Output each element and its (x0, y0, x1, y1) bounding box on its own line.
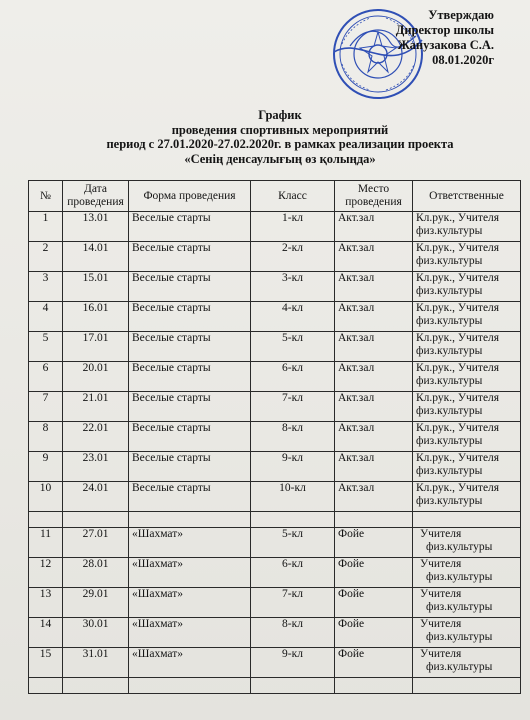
table-spacer-row (29, 512, 521, 528)
responsible-line-1: Учителя (420, 648, 462, 660)
responsible-line-1: Кл.рук., Учителя (416, 212, 500, 224)
row-date: 31.01 (63, 648, 129, 678)
row-class: 2-кл (251, 242, 335, 272)
row-place: Акт.зал (335, 392, 413, 422)
table-row (29, 648, 521, 678)
row-form: «Шахмат» (129, 648, 251, 678)
row-form: Веселые старты (129, 242, 251, 272)
row-place: Акт.зал (335, 212, 413, 242)
responsible-line-1: Кл.рук., Учителя (416, 392, 500, 404)
table-row (29, 588, 521, 618)
row-number: 15 (29, 648, 63, 678)
row-date: 23.01 (63, 452, 129, 482)
table-row (29, 482, 521, 512)
table-row (29, 272, 521, 302)
schedule-table (28, 180, 521, 694)
row-form: Веселые старты (129, 302, 251, 332)
row-responsible (413, 588, 521, 618)
responsible-line-1: Кл.рук., Учителя (416, 362, 500, 374)
table-row (29, 422, 521, 452)
row-form: «Шахмат» (129, 588, 251, 618)
row-number: 13 (29, 588, 63, 618)
row-class: 9-кл (251, 452, 335, 482)
responsible-line-2: физ.культуры (416, 375, 483, 387)
row-place: Акт.зал (335, 302, 413, 332)
row-form: Веселые старты (129, 212, 251, 242)
responsible-line-1: Учителя (420, 588, 462, 600)
row-form: «Шахмат» (129, 618, 251, 648)
row-number: 12 (29, 558, 63, 588)
responsible-line-2: физ.культуры (426, 571, 493, 583)
approval-line-date: 08.01.2020г (432, 53, 494, 67)
row-responsible (413, 362, 521, 392)
row-number: 10 (29, 482, 63, 512)
row-class: 5-кл (251, 332, 335, 362)
document-title (60, 108, 500, 166)
approval-block (304, 8, 494, 68)
responsible-line-2: физ.культуры (416, 495, 483, 507)
row-date: 24.01 (63, 482, 129, 512)
row-form: Веселые старты (129, 422, 251, 452)
row-class: 6-кл (251, 362, 335, 392)
row-responsible (413, 452, 521, 482)
row-date: 15.01 (63, 272, 129, 302)
row-responsible (413, 482, 521, 512)
rows-trailing-group (29, 678, 521, 694)
table-header-row (29, 181, 521, 212)
responsible-line-2: физ.культуры (416, 345, 483, 357)
row-place: Акт.зал (335, 452, 413, 482)
responsible-line-2: физ.культуры (426, 631, 493, 643)
row-class: 9-кл (251, 648, 335, 678)
responsible-line-1: Кл.рук., Учителя (416, 272, 500, 284)
row-class: 8-кл (251, 618, 335, 648)
responsible-line-1: Учителя (420, 558, 462, 570)
responsible-line-1: Кл.рук., Учителя (416, 302, 500, 314)
row-responsible (413, 302, 521, 332)
responsible-line-1: Учителя (420, 618, 462, 630)
row-form: Веселые старты (129, 272, 251, 302)
row-class: 5-кл (251, 528, 335, 558)
row-number: 11 (29, 528, 63, 558)
row-number: 6 (29, 362, 63, 392)
title-line-2: проведения спортивных мероприятий (171, 122, 389, 137)
row-place: Акт.зал (335, 242, 413, 272)
row-number: 8 (29, 422, 63, 452)
row-responsible (413, 558, 521, 588)
responsible-line-2: физ.культуры (416, 255, 483, 267)
row-place: Фойе (335, 558, 413, 588)
row-form: Веселые старты (129, 452, 251, 482)
row-date: 21.01 (63, 392, 129, 422)
row-place: Акт.зал (335, 332, 413, 362)
responsible-line-1: Кл.рук., Учителя (416, 422, 500, 434)
row-place: Фойе (335, 528, 413, 558)
row-form: «Шахмат» (129, 528, 251, 558)
responsible-line-2: физ.культуры (426, 541, 493, 553)
table-row (29, 362, 521, 392)
row-responsible (413, 618, 521, 648)
table-row (29, 242, 521, 272)
row-responsible (413, 272, 521, 302)
header-responsible: Ответственные (413, 181, 521, 212)
row-class: 1-кл (251, 212, 335, 242)
row-date: 29.01 (63, 588, 129, 618)
responsible-line-2: физ.культуры (416, 315, 483, 327)
row-place: Акт.зал (335, 482, 413, 512)
row-class: 7-кл (251, 392, 335, 422)
title-line-1: График (258, 108, 302, 122)
title-line-4: «Сенің денсаулығың өз қолыңда» (184, 151, 376, 166)
row-date: 16.01 (63, 302, 129, 332)
approval-line-approve: Утверждаю (428, 8, 494, 22)
row-responsible (413, 212, 521, 242)
table-row (29, 392, 521, 422)
row-place: Акт.зал (335, 272, 413, 302)
row-number: 4 (29, 302, 63, 332)
row-date: 17.01 (63, 332, 129, 362)
row-form: Веселые старты (129, 392, 251, 422)
row-number: 7 (29, 392, 63, 422)
responsible-line-1: Кл.рук., Учителя (416, 332, 500, 344)
row-date: 14.01 (63, 242, 129, 272)
row-responsible (413, 648, 521, 678)
row-date: 30.01 (63, 618, 129, 648)
responsible-line-1: Учителя (420, 528, 462, 540)
rows-group-chess (29, 528, 521, 678)
responsible-line-2: физ.культуры (416, 405, 483, 417)
row-place: Акт.зал (335, 362, 413, 392)
row-number: 9 (29, 452, 63, 482)
row-responsible (413, 392, 521, 422)
responsible-line-2: физ.культуры (416, 465, 483, 477)
header-date: Дата проведения (63, 181, 129, 212)
responsible-line-2: физ.культуры (416, 225, 483, 237)
row-class: 8-кл (251, 422, 335, 452)
row-date: 13.01 (63, 212, 129, 242)
row-class: 10-кл (251, 482, 335, 512)
rows-spacer-group (29, 512, 521, 528)
responsible-line-1: Кл.рук., Учителя (416, 482, 500, 494)
row-number: 14 (29, 618, 63, 648)
row-date: 27.01 (63, 528, 129, 558)
row-number: 1 (29, 212, 63, 242)
header-form: Форма проведения (129, 181, 251, 212)
row-form: «Шахмат» (129, 558, 251, 588)
table-spacer-row (29, 678, 521, 694)
row-number: 3 (29, 272, 63, 302)
row-place: Акт.зал (335, 422, 413, 452)
row-date: 28.01 (63, 558, 129, 588)
row-number: 2 (29, 242, 63, 272)
responsible-line-1: Кл.рук., Учителя (416, 242, 500, 254)
table-row (29, 618, 521, 648)
title-line-3: период с 27.01.2020-27.02.2020г. в рамках реализации проекта (106, 137, 454, 151)
row-class: 6-кл (251, 558, 335, 588)
row-class: 7-кл (251, 588, 335, 618)
row-form: Веселые старты (129, 332, 251, 362)
table-row (29, 558, 521, 588)
row-date: 20.01 (63, 362, 129, 392)
row-date: 22.01 (63, 422, 129, 452)
responsible-line-1: Кл.рук., Учителя (416, 452, 500, 464)
responsible-line-2: физ.культуры (426, 661, 493, 673)
table-row (29, 452, 521, 482)
row-responsible (413, 422, 521, 452)
approval-line-position: Директор школы (395, 23, 494, 37)
row-number: 5 (29, 332, 63, 362)
row-responsible (413, 332, 521, 362)
row-responsible (413, 528, 521, 558)
row-class: 4-кл (251, 302, 335, 332)
table-row (29, 212, 521, 242)
approval-line-name: Жанузакова С.А. (397, 38, 494, 52)
header-number: № (29, 181, 63, 212)
table-row (29, 332, 521, 362)
row-place: Фойе (335, 588, 413, 618)
row-class: 3-кл (251, 272, 335, 302)
table-row (29, 528, 521, 558)
responsible-line-2: физ.культуры (426, 601, 493, 613)
header-class: Класс (251, 181, 335, 212)
row-form: Веселые старты (129, 482, 251, 512)
responsible-line-2: физ.культуры (416, 435, 483, 447)
rows-group-games (29, 212, 521, 512)
header-place: Место проведения (335, 181, 413, 212)
row-form: Веселые старты (129, 362, 251, 392)
row-responsible (413, 242, 521, 272)
row-place: Фойе (335, 618, 413, 648)
table-row (29, 302, 521, 332)
row-place: Фойе (335, 648, 413, 678)
responsible-line-2: физ.культуры (416, 285, 483, 297)
